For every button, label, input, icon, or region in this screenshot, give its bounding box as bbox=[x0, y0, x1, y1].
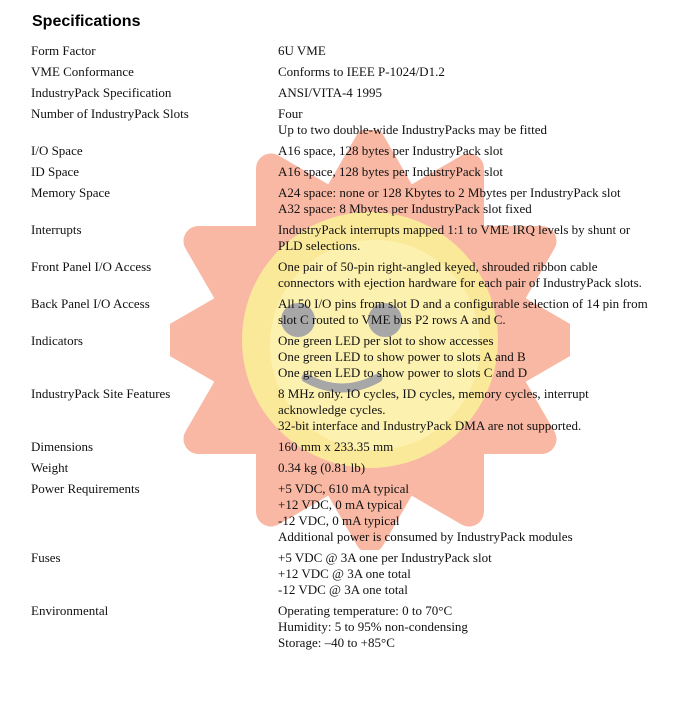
spec-value-line: Storage: –40 to +85°C bbox=[278, 635, 395, 650]
spec-row bbox=[31, 43, 661, 59]
spec-value bbox=[278, 64, 650, 80]
spec-value bbox=[278, 386, 650, 434]
spec-label: Weight bbox=[31, 460, 69, 475]
spec-value bbox=[278, 164, 650, 180]
spec-value bbox=[278, 43, 650, 59]
spec-label: Fuses bbox=[31, 550, 61, 565]
spec-value bbox=[278, 460, 650, 476]
spec-value-line: 6U VME bbox=[278, 43, 326, 58]
spec-value-line: 0.34 kg (0.81 lb) bbox=[278, 460, 366, 475]
spec-row bbox=[31, 64, 661, 80]
spec-label: ID Space bbox=[31, 164, 80, 179]
spec-value bbox=[278, 106, 650, 138]
spec-value-line: One green LED to show power to slots C and D bbox=[278, 365, 528, 380]
spec-value-line: Four bbox=[278, 106, 303, 121]
spec-value bbox=[278, 296, 650, 328]
spec-value-line: A16 space, 128 bytes per IndustryPack slot bbox=[278, 164, 503, 179]
spec-value-line: Humidity: 5 to 95% non-condensing bbox=[278, 619, 468, 634]
page-title: Specifications bbox=[32, 13, 141, 30]
spec-label: Environmental bbox=[31, 603, 109, 618]
spec-label: IndustryPack Specification bbox=[31, 85, 172, 100]
spec-value bbox=[278, 185, 650, 217]
spec-value-line: 160 mm x 233.35 mm bbox=[278, 439, 394, 454]
spec-value-line: One green LED to show power to slots A and B bbox=[278, 349, 526, 364]
spec-value-line: +5 VDC @ 3A one per IndustryPack slot bbox=[278, 550, 492, 565]
spec-value-line: Conforms to IEEE P-1024/D1.2 bbox=[278, 64, 445, 79]
spec-value bbox=[278, 222, 650, 254]
spec-label: Dimensions bbox=[31, 439, 94, 454]
spec-value bbox=[278, 439, 650, 455]
spec-value bbox=[278, 481, 650, 545]
spec-row bbox=[31, 460, 661, 476]
spec-value-line: +5 VDC, 610 mA typical bbox=[278, 481, 409, 496]
spec-label: Form Factor bbox=[31, 43, 96, 58]
spec-value bbox=[278, 259, 650, 291]
spec-value-line: IndustryPack interrupts mapped 1:1 to VME IRQ levels by shunt or PLD selections. bbox=[278, 222, 631, 253]
spec-row bbox=[31, 603, 661, 651]
spec-value-line: 32-bit interface and IndustryPack DMA are not supported. bbox=[278, 418, 582, 433]
spec-row bbox=[31, 296, 661, 328]
spec-value bbox=[278, 143, 650, 159]
spec-value bbox=[278, 85, 650, 101]
spec-row bbox=[31, 439, 661, 455]
spec-row bbox=[31, 333, 661, 381]
spec-label: I/O Space bbox=[31, 143, 83, 158]
spec-value-line: +12 VDC, 0 mA typical bbox=[278, 497, 403, 512]
spec-value-line: A16 space, 128 bytes per IndustryPack slot bbox=[278, 143, 503, 158]
spec-value-line: A32 space: 8 Mbytes per IndustryPack slot fixed bbox=[278, 201, 532, 216]
spec-value bbox=[278, 603, 650, 651]
spec-label: Power Requirements bbox=[31, 481, 140, 496]
spec-row bbox=[31, 106, 661, 138]
spec-label: Front Panel I/O Access bbox=[31, 259, 152, 274]
spec-value-line: -12 VDC, 0 mA typical bbox=[278, 513, 400, 528]
spec-row bbox=[31, 481, 661, 545]
spec-label: Memory Space bbox=[31, 185, 111, 200]
spec-row bbox=[31, 222, 661, 254]
spec-value bbox=[278, 550, 650, 598]
spec-value-line: -12 VDC @ 3A one total bbox=[278, 582, 408, 597]
spec-label: Number of IndustryPack Slots bbox=[31, 106, 189, 121]
spec-value-line: +12 VDC @ 3A one total bbox=[278, 566, 411, 581]
spec-value-line: One green LED per slot to show accesses bbox=[278, 333, 494, 348]
spec-table bbox=[31, 43, 661, 656]
spec-value bbox=[278, 333, 650, 381]
spec-label: Back Panel I/O Access bbox=[31, 296, 150, 311]
spec-value-line: Operating temperature: 0 to 70°C bbox=[278, 603, 453, 618]
spec-value-line: One pair of 50-pin right-angled keyed, shrouded ribbon cable connectors with ejection hardware for each pair of IndustryPack slots. bbox=[278, 259, 642, 290]
spec-row bbox=[31, 185, 661, 217]
spec-row bbox=[31, 386, 661, 434]
spec-value-line: 8 MHz only. IO cycles, ID cycles, memory cycles, interrupt acknowledge cycles. bbox=[278, 386, 589, 417]
spec-label: VME Conformance bbox=[31, 64, 134, 79]
spec-row bbox=[31, 164, 661, 180]
spec-value-line: Additional power is consumed by IndustryPack modules bbox=[278, 529, 573, 544]
spec-value-line: A24 space: none or 128 Kbytes to 2 Mbytes per IndustryPack slot bbox=[278, 185, 621, 200]
spec-value-line: ANSI/VITA-4 1995 bbox=[278, 85, 383, 100]
spec-row bbox=[31, 85, 661, 101]
spec-value-line: All 50 I/O pins from slot D and a configurable selection of 14 pin from slot C routed to VME bus P2 rows A and C. bbox=[278, 296, 648, 327]
spec-value-line: Up to two double-wide IndustryPacks may be fitted bbox=[278, 122, 547, 137]
spec-label: Indicators bbox=[31, 333, 83, 348]
spec-row bbox=[31, 259, 661, 291]
spec-label: Interrupts bbox=[31, 222, 82, 237]
spec-row bbox=[31, 550, 661, 598]
spec-label: IndustryPack Site Features bbox=[31, 386, 171, 401]
spec-row bbox=[31, 143, 661, 159]
